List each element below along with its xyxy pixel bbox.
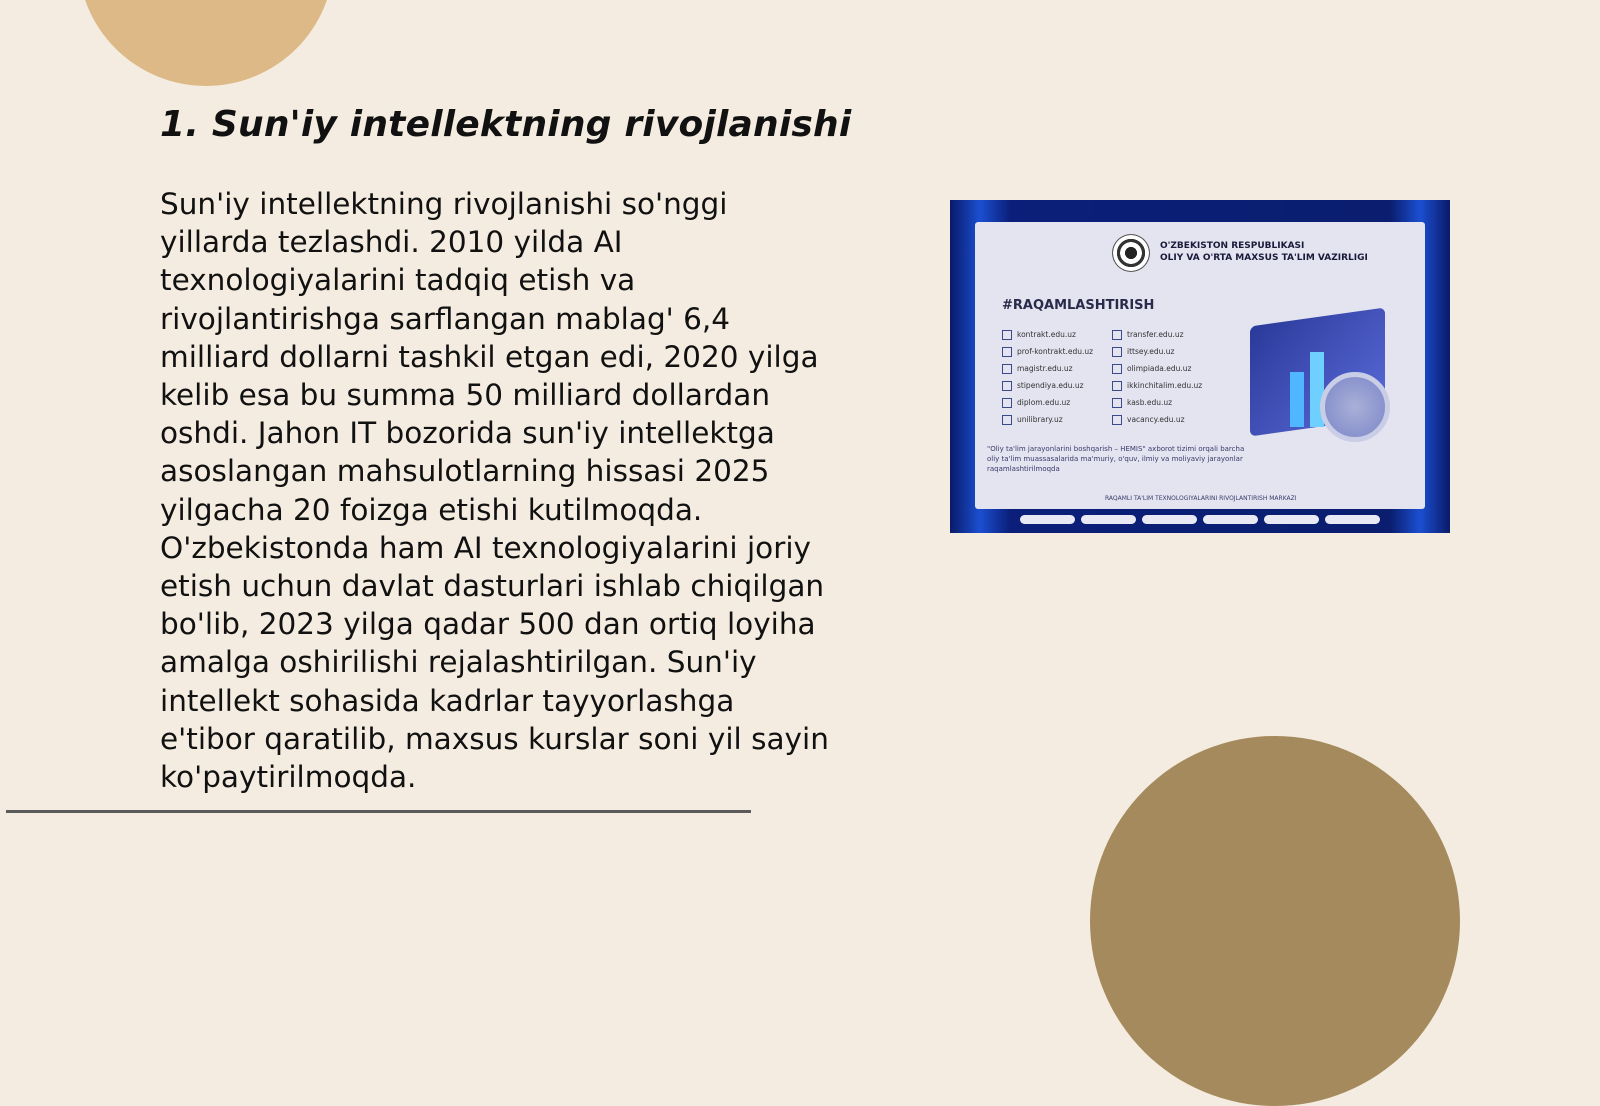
ministry-seal-icon [1112, 234, 1150, 272]
poster-link-label: transfer.edu.uz [1127, 330, 1184, 339]
checkbox-icon [1112, 381, 1122, 391]
poster-link [1112, 364, 1222, 381]
poster-ministry-name [1160, 240, 1368, 264]
body-line: kelib esa bu summa 50 milliard dollardan [160, 378, 771, 413]
social-pill [1020, 515, 1075, 524]
checkbox-icon [1002, 381, 1012, 391]
body-line: oshdi. Jahon IT bozorida sun'iy intellektga [160, 416, 775, 451]
poster-link [1002, 364, 1112, 381]
poster-link-label: prof-kontrakt.edu.uz [1017, 347, 1094, 356]
poster-link [1002, 347, 1112, 364]
poster-link-label: ikkinchitalim.edu.uz [1127, 381, 1203, 390]
poster-link-label: olimpiada.edu.uz [1127, 364, 1192, 373]
body-line: yillarda tezlashdi. 2010 yilda AI [160, 225, 623, 260]
poster-note: "Oliy ta'lim jarayonlarini boshqarish – HEMIS" axborot tizimi orqali barcha oliy ta'lim muassasalarida ma'muriy, o'quv, ilmiy va moliyaviy jarayonlar raqamlashtirilmoqda [987, 445, 1245, 473]
poster-link-label: magistr.edu.uz [1017, 364, 1073, 373]
body-line: texnologiyalarini tadqiq etish va [160, 263, 636, 298]
poster-link-label: kontrakt.edu.uz [1017, 330, 1076, 339]
body-line: asoslangan mahsulotlarning hissasi 2025 [160, 454, 770, 489]
poster-link [1112, 381, 1222, 398]
raqamlashtirish-poster-image [950, 200, 1450, 533]
poster-link-label: vacancy.edu.uz [1127, 415, 1185, 424]
poster-link-label: ittsey.edu.uz [1127, 347, 1175, 356]
body-line: yilgacha 20 foizga etishi kutilmoqda. [160, 492, 703, 527]
poster-link [1002, 381, 1112, 398]
checkbox-icon [1112, 364, 1122, 374]
poster-link [1112, 398, 1222, 415]
poster-link-label: stipendiya.edu.uz [1017, 381, 1084, 390]
decorative-circle-bottom [1090, 736, 1460, 1106]
chart-bar-illustration [1290, 372, 1304, 427]
poster-link [1002, 415, 1112, 432]
poster-card [975, 222, 1425, 509]
poster-link [1112, 330, 1222, 347]
body-line: bo'lib, 2023 yilga qadar 500 dan ortiq loyiha [160, 607, 816, 642]
checkbox-icon [1002, 398, 1012, 408]
checkbox-icon [1112, 398, 1122, 408]
poster-link-label: kasb.edu.uz [1127, 398, 1173, 407]
checkbox-icon [1002, 347, 1012, 357]
body-line: rivojlantirishga sarflangan mablag' 6,4 [160, 301, 731, 336]
checkbox-icon [1002, 415, 1012, 425]
body-line: e'tibor qaratilib, maxsus kurslar soni yil sayin [160, 721, 829, 756]
body-line: etish uchun davlat dasturlari ishlab chiqilgan [160, 569, 825, 604]
slide-body-text [160, 185, 850, 796]
poster-link [1112, 347, 1222, 364]
social-pill [1203, 515, 1258, 524]
body-line: Sun'iy intellektning rivojlanishi so'nggi [160, 187, 728, 221]
body-line: ko'paytirilmoqda. [160, 760, 417, 795]
social-pill [1142, 515, 1197, 524]
checkbox-icon [1112, 347, 1122, 357]
checkbox-icon [1002, 330, 1012, 340]
magnifier-icon [1320, 372, 1390, 442]
slide-title: 1. Sun'iy intellektning rivojlanishi [160, 104, 852, 145]
poster-center-name: RAQAMLI TA'LIM TEXNOLOGIYALARINI RIVOJLANTIRISH MARKAZI [1105, 495, 1297, 502]
social-pill [1325, 515, 1380, 524]
checkbox-icon [1002, 364, 1012, 374]
ministry-line: OLIY VA O'RTA MAXSUS TA'LIM VAZIRLIGI [1160, 253, 1368, 263]
divider-line [6, 810, 751, 813]
checkbox-icon [1112, 415, 1122, 425]
poster-link [1112, 415, 1222, 432]
poster-hashtag: #RAQAMLASHTIRISH [1002, 298, 1155, 313]
social-pill [1264, 515, 1319, 524]
poster-link-label: diplom.edu.uz [1017, 398, 1071, 407]
poster-link [1002, 398, 1112, 415]
body-line: amalga oshirilishi rejalashtirilgan. Sun'iy [160, 645, 757, 680]
poster-social-bar [975, 512, 1425, 526]
social-pill [1081, 515, 1136, 524]
poster-link-label: unilibrary.uz [1017, 415, 1063, 424]
ministry-line: O'ZBEKISTON RESPUBLIKASI [1160, 241, 1305, 251]
poster-link [1002, 330, 1112, 347]
poster-link-list [1002, 330, 1242, 432]
decorative-circle-top [78, 0, 334, 86]
body-line: O'zbekistonda ham AI texnologiyalarini joriy [160, 530, 811, 565]
body-line: milliard dollarni tashkil etgan edi, 2020 yilga [160, 339, 819, 374]
body-line: intellekt sohasida kadrlar tayyorlashga [160, 683, 735, 718]
checkbox-icon [1112, 330, 1122, 340]
